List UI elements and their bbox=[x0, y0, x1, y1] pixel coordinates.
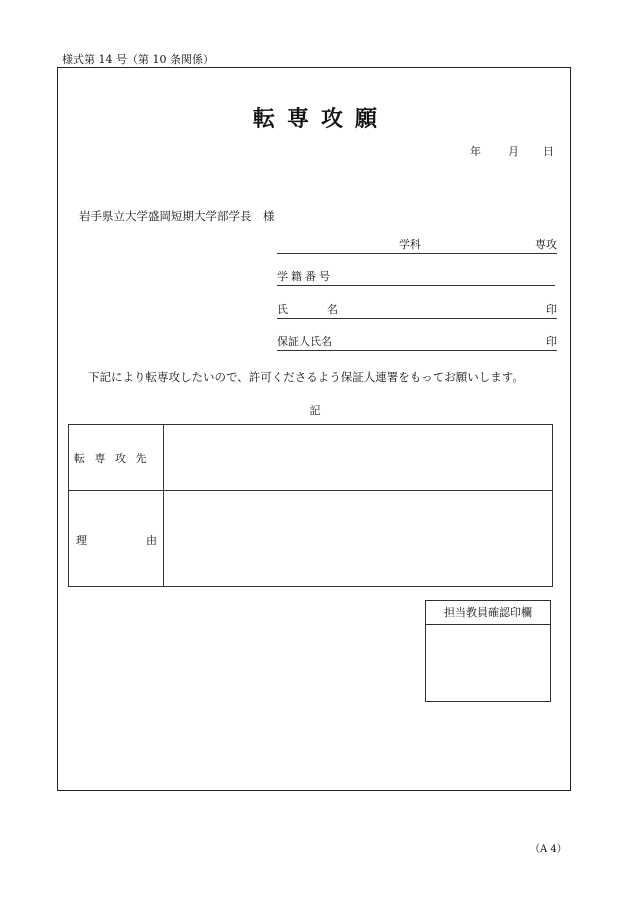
student-number-label: 学籍番号 bbox=[277, 270, 333, 283]
guarantor-seal-mark: 印 bbox=[546, 335, 557, 348]
destination-major-label: 転 専 攻 先 bbox=[74, 452, 150, 465]
request-table bbox=[68, 424, 553, 587]
form-number: 様式第 14 号（第 10 条関係） bbox=[62, 53, 214, 66]
stamp-area[interactable] bbox=[426, 625, 550, 701]
name-label-second: 名 bbox=[327, 303, 338, 316]
paper-size-label: （A 4） bbox=[530, 844, 567, 855]
request-text: 下記により転専攻したいので、許可くださるよう保証人連署をもってお願いします。 bbox=[88, 370, 524, 384]
reason-field[interactable] bbox=[164, 491, 553, 587]
teacher-confirmation-stamp-box bbox=[425, 600, 551, 702]
stamp-box-header: 担当教員確認印欄 bbox=[426, 601, 550, 625]
form-title: 転専攻願 bbox=[252, 106, 389, 132]
date-month-label: 月 bbox=[508, 145, 519, 158]
department-label: 学科 bbox=[399, 238, 421, 251]
destination-major-field[interactable] bbox=[164, 425, 553, 490]
major-label: 専攻 bbox=[535, 238, 557, 251]
student-number-line[interactable] bbox=[277, 269, 555, 286]
guarantor-label: 保証人氏名 bbox=[277, 335, 332, 348]
ki-heading: 記 bbox=[309, 404, 321, 417]
reason-label-first: 理 bbox=[76, 534, 87, 547]
date-day-label: 日 bbox=[543, 145, 554, 158]
reason-label-second: 由 bbox=[146, 534, 157, 547]
name-label-first: 氏 bbox=[277, 303, 288, 316]
date-year-label: 年 bbox=[470, 145, 481, 158]
addressee: 岩手県立大学盛岡短期大学部学長 様 bbox=[79, 209, 275, 223]
seal-mark: 印 bbox=[546, 303, 557, 316]
name-line[interactable] bbox=[277, 302, 557, 319]
department-major-line[interactable] bbox=[277, 237, 557, 254]
guarantor-line[interactable] bbox=[277, 334, 557, 351]
